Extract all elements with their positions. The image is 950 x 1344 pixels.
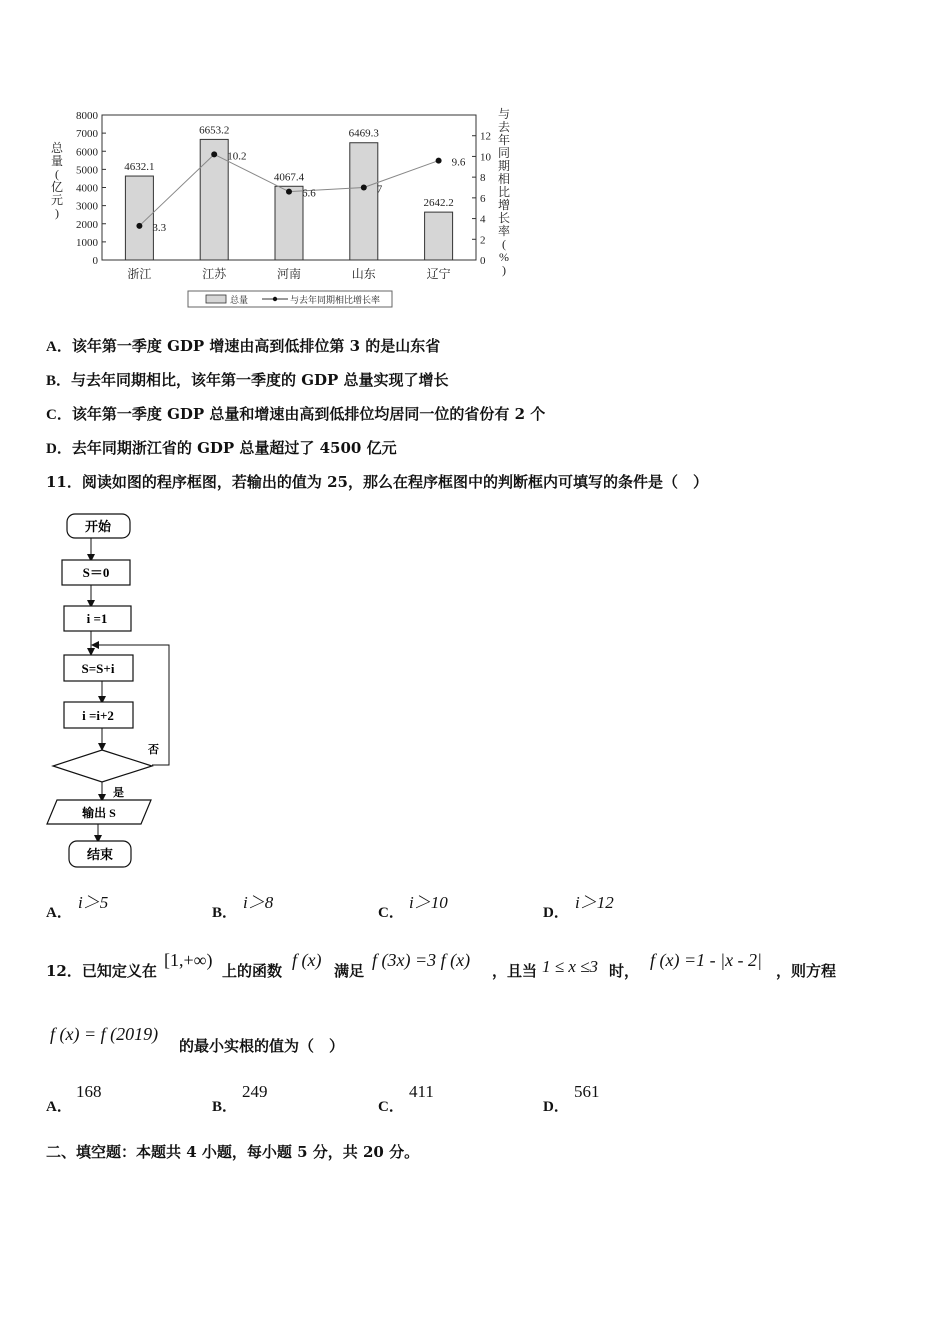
flow-yes-label: 是: [113, 787, 124, 799]
q11-option-a: [46, 902, 72, 923]
option-text: 与去年同期相比，该年第一季度的 GDP 总量实现了增长: [71, 371, 449, 389]
bar-value-label: 4632.1: [124, 161, 155, 174]
q12-option-a-value: 168: [76, 1082, 102, 1101]
growth-rate-point: [286, 189, 292, 195]
flow-s0-label: S＝0: [82, 565, 110, 580]
x-category-label: 河南: [276, 267, 302, 281]
y2-axis-label-char: 同: [497, 146, 511, 160]
q10-option-b: [46, 370, 449, 391]
y2-tick-label: 12: [480, 130, 491, 143]
y-axis-label-char: 亿: [50, 180, 64, 194]
growth-rate-point: [361, 185, 367, 191]
y-tick-label: 4000: [76, 182, 98, 195]
bar-value-label: 4067.4: [273, 171, 305, 184]
flow-inc-label: i =i+2: [82, 708, 114, 723]
q12-stem-part1: 12．已知定义在: [46, 962, 157, 980]
y2-axis-label-char: 去: [497, 120, 511, 134]
y-tick-label: 1000: [76, 236, 98, 249]
q12-option-a: [46, 1096, 72, 1117]
bar-value-label: 6469.3: [348, 127, 379, 140]
bar-value-label: 2642.2: [423, 197, 454, 210]
x-category-label: 山东: [351, 267, 376, 281]
bar-山东: [350, 143, 378, 260]
q11-stem: 11．阅读如图的程序框图，若输出的值为 25，那么在程序框图中的判断框内可填写的条件是（ ）: [46, 473, 708, 491]
q11-option-b: [212, 902, 237, 923]
y2-tick-label: 8: [480, 172, 486, 185]
q10-option-c: [46, 404, 545, 425]
q12-option-d-value: 561: [574, 1082, 600, 1101]
growth-rate-label: 10.2: [227, 150, 247, 163]
y-axis-label-char: ): [55, 206, 59, 220]
y2-tick-label: 10: [480, 151, 491, 164]
x-category-label: 辽宁: [426, 267, 451, 281]
y-tick-label: 3000: [76, 200, 98, 213]
x-category-label: 江苏: [202, 267, 227, 281]
section-2-title: 二、填空题：本题共 4 小题，每小题 5 分，共 20 分。: [46, 1143, 420, 1161]
q11-option-d-math: i＞12: [575, 893, 614, 912]
y2-axis-label-char: 比: [497, 185, 511, 199]
option-letter: A．: [46, 1099, 72, 1115]
option-letter: D．: [46, 441, 72, 457]
flow-start-label: 开始: [84, 519, 112, 534]
option-text: 该年第一季度 GDP 增速由高到低排位第 3 的是山东省: [71, 337, 441, 355]
q11-option-d: [543, 902, 569, 923]
q12-math-domain: [1,+∞): [164, 950, 213, 970]
y-tick-label: 5000: [76, 164, 98, 177]
y-tick-label: 7000: [76, 128, 98, 141]
y2-axis-label-char: 长: [497, 211, 511, 225]
y2-axis-label-char: 相: [497, 172, 511, 186]
q12-stem-part6: ，则方程: [776, 962, 837, 980]
x-category-label: 浙江: [127, 267, 152, 281]
y2-axis-label-char: 率: [497, 224, 511, 238]
option-letter: C．: [46, 407, 72, 423]
option-letter: D．: [543, 905, 569, 921]
q12-math-fdef: f (x) =1 - |x - 2|: [650, 950, 762, 970]
q12-stem-part7: 的最小实根的值为（ ）: [179, 1037, 345, 1055]
gdp-chart: [40, 100, 540, 315]
q12-math-f3x: f (3x) =3 f (x): [372, 950, 471, 970]
growth-rate-label: 3.3: [152, 221, 167, 234]
bar-value-label: 6653.2: [199, 124, 230, 137]
q12-math-fx: f (x): [292, 950, 322, 970]
q12-math-range: 1 ≤ x ≤3: [542, 957, 598, 976]
y-axis-label-char: (: [55, 167, 59, 181]
q12-option-d: [543, 1096, 569, 1117]
q12-stem-part3: 满足: [334, 962, 365, 980]
option-letter: A．: [46, 339, 72, 355]
y-axis-label-char: 总: [50, 141, 64, 155]
q10-option-a: [46, 336, 440, 357]
flowchart: [40, 508, 190, 878]
growth-rate-point: [211, 151, 217, 157]
growth-rate-label: 7: [376, 183, 383, 196]
q11-option-c: [378, 902, 404, 923]
y2-tick-label: 6: [480, 192, 486, 205]
y-axis-label-char: 元: [50, 193, 64, 207]
bar-江苏: [200, 139, 228, 260]
option-text: 该年第一季度 GDP 总量和增速由高到低排位均居同一位的省份有 2 个: [71, 405, 546, 423]
y-tick-label: 0: [92, 255, 98, 267]
q12-option-b: [212, 1096, 237, 1117]
y-tick-label: 2000: [76, 218, 98, 231]
option-letter: B．: [212, 1099, 238, 1115]
y2-axis-label-char: ): [502, 263, 506, 277]
option-letter: C．: [378, 905, 404, 921]
option-text: 去年同期浙江省的 GDP 总量超过了 4500 亿元: [71, 439, 397, 457]
flow-decision-diamond: [53, 750, 152, 782]
q12-option-b-value: 249: [242, 1082, 268, 1101]
growth-rate-point: [136, 223, 142, 229]
option-letter: B．: [212, 905, 238, 921]
y-axis-label-char: 量: [50, 154, 64, 168]
y2-tick-label: 4: [480, 213, 486, 226]
q12-option-c: [378, 1096, 404, 1117]
y2-axis-label-char: 增: [497, 198, 511, 212]
q11-option-a-math: i＞5: [78, 893, 109, 912]
y2-axis-label-char: 年: [497, 133, 511, 147]
flow-no-label: 否: [148, 744, 159, 756]
q11-option-b-math: i＞8: [243, 893, 274, 912]
y2-axis-label-char: (: [502, 237, 506, 251]
option-letter: A．: [46, 905, 72, 921]
q11-option-c-math: i＞10: [409, 893, 448, 912]
flow-i1-label: i =1: [86, 611, 108, 626]
flow-sum-label: S=S+i: [81, 661, 115, 676]
growth-rate-label: 6.6: [302, 187, 316, 200]
option-letter: C．: [378, 1099, 404, 1115]
y-tick-label: 8000: [76, 110, 98, 122]
growth-rate-label: 9.6: [451, 156, 466, 169]
growth-rate-point: [436, 158, 442, 164]
bar-辽宁: [425, 212, 453, 260]
legend-bar-label: 总量: [230, 295, 249, 305]
legend-line-label: 与去年同期相比增长率: [290, 295, 381, 305]
y2-tick-label: 0: [480, 255, 486, 267]
flow-end-label: 结束: [86, 847, 114, 862]
bar-河南: [275, 186, 303, 260]
q12-stem-part4: ，且当: [492, 962, 538, 980]
y2-axis-label-char: 期: [497, 159, 511, 173]
q12-stem-part2: 上的函数: [222, 962, 283, 980]
q12-option-c-value: 411: [409, 1082, 434, 1101]
legend-bar-swatch: [206, 295, 226, 303]
option-letter: D．: [543, 1099, 569, 1115]
q12-math-equation: f (x) = f (2019): [50, 1024, 159, 1044]
y2-axis-label-char: 与: [497, 107, 511, 121]
q10-option-d: [46, 438, 397, 459]
q12-stem-part5: 时，: [609, 962, 640, 980]
option-letter: B．: [46, 373, 72, 389]
bar-浙江: [125, 176, 153, 260]
flow-output-label: 输出 S: [82, 806, 116, 820]
y2-tick-label: 2: [480, 234, 486, 247]
y2-axis-label-char: %: [499, 250, 509, 264]
legend-line-marker: [273, 297, 277, 301]
y-tick-label: 6000: [76, 146, 98, 159]
